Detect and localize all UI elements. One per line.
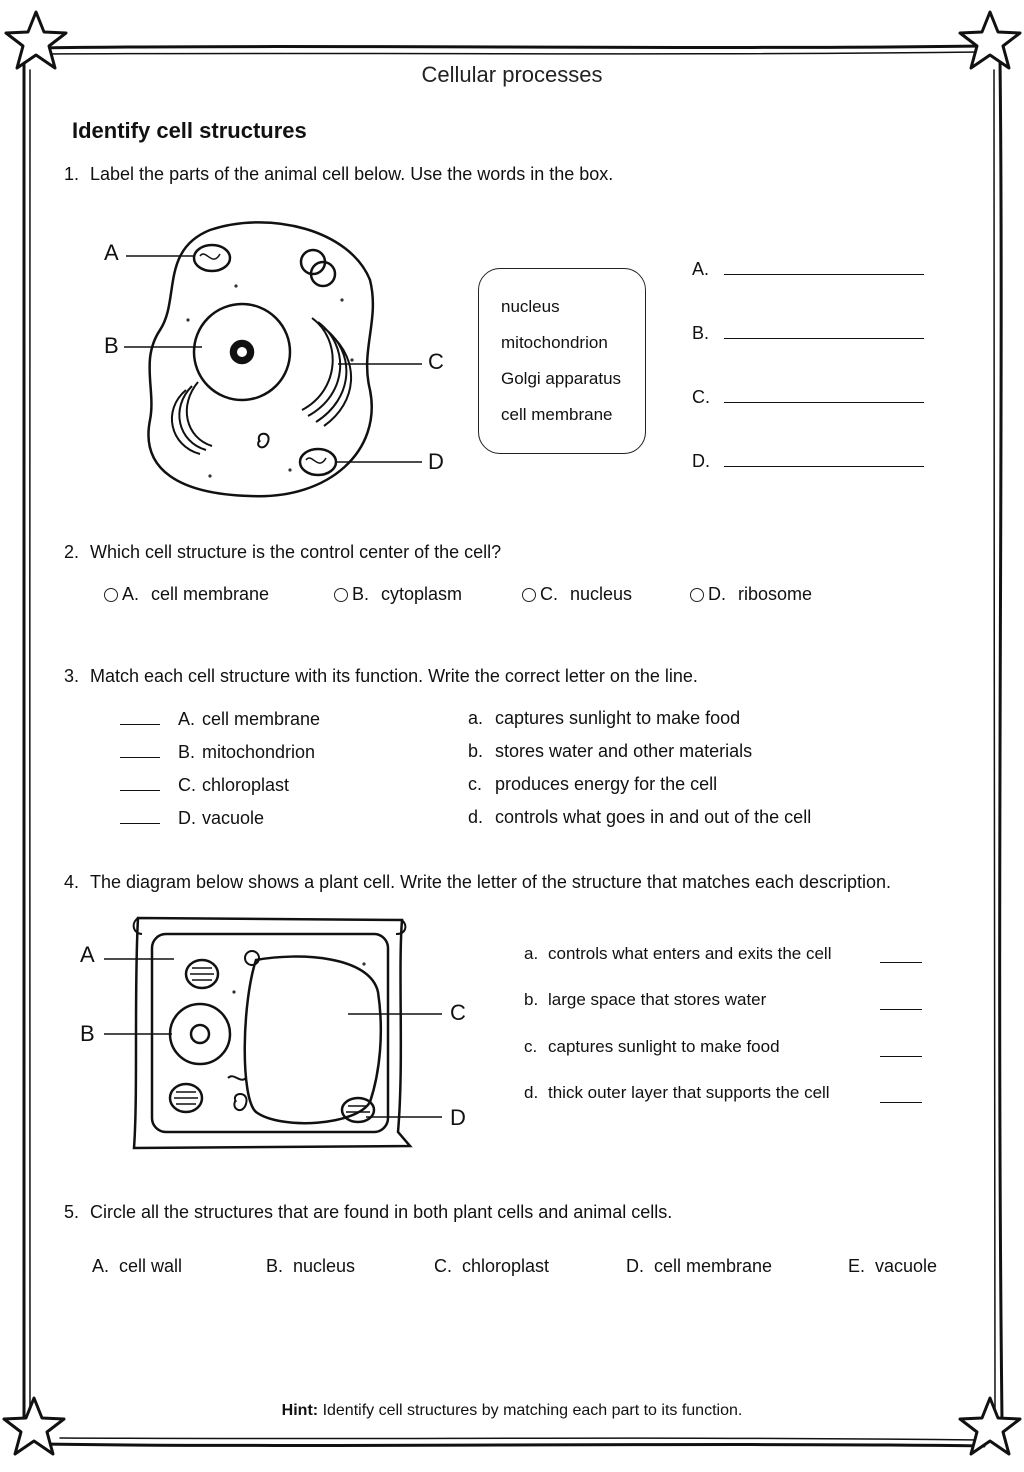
question-number: 5.: [64, 1202, 80, 1222]
question-number: 2.: [64, 542, 80, 562]
description-letter: d.: [524, 1083, 539, 1102]
description-row: [524, 944, 831, 964]
choice-letter: D.: [626, 1256, 644, 1276]
match-blank[interactable]: [120, 741, 160, 758]
choice-d[interactable]: [626, 1256, 772, 1277]
word-box-item: cell membrane: [501, 405, 613, 424]
structure-letter: D.: [178, 808, 196, 828]
radio-button[interactable]: [690, 588, 704, 602]
description-text: large space that stores water: [548, 990, 767, 1009]
mitochondrion: [194, 245, 230, 271]
chloroplast: [342, 1098, 374, 1122]
description-text: controls what enters and exits the cell: [548, 944, 832, 963]
choice-text: cell wall: [119, 1256, 183, 1276]
question-number: 1.: [64, 164, 80, 184]
word-box-item: Golgi apparatus: [501, 369, 622, 388]
star-icon: [6, 12, 66, 68]
question-5: [64, 1202, 672, 1223]
match-function-row: [468, 774, 717, 795]
option-text: ribosome: [738, 584, 813, 604]
option-d[interactable]: [690, 584, 812, 605]
match-function-row: [468, 708, 740, 729]
diagram-label-c: C: [428, 349, 444, 374]
plant-label-c: C: [450, 1000, 466, 1025]
radio-button[interactable]: [522, 588, 536, 602]
match-blank[interactable]: [120, 774, 160, 791]
choice-b[interactable]: [266, 1256, 355, 1277]
nucleus: [170, 1004, 230, 1064]
golgi-apparatus: [302, 318, 351, 426]
question-prompt: Which cell structure is the control center of the cell?: [90, 542, 502, 562]
description-row: [524, 990, 766, 1010]
description-row: [524, 1037, 780, 1057]
answer-blank[interactable]: [724, 448, 924, 467]
answer-line-a: [692, 256, 924, 280]
hint-label: Hint:: [281, 1402, 319, 1419]
answer-blank[interactable]: [724, 384, 924, 403]
choice-letter: E.: [848, 1256, 866, 1276]
question-prompt: Circle all the structures that are found in both plant cells and animal cells.: [90, 1202, 673, 1222]
description-blank[interactable]: [880, 946, 922, 963]
answer-line-b: [692, 320, 924, 344]
option-letter: D.: [708, 584, 726, 604]
choice-text: chloroplast: [462, 1256, 550, 1276]
answer-blank[interactable]: [724, 256, 924, 275]
question-prompt: Label the parts of the animal cell below. Use the words in the box.: [90, 164, 614, 184]
description-blank[interactable]: [880, 1040, 922, 1057]
choice-text: vacuole: [875, 1256, 938, 1276]
description-text: captures sunlight to make food: [548, 1037, 780, 1056]
option-text: nucleus: [570, 584, 633, 604]
choice-letter: B.: [266, 1256, 284, 1276]
worksheet-title: Cellular processes: [421, 62, 603, 87]
match-blank[interactable]: [120, 807, 160, 824]
hint-footer: [0, 1402, 1024, 1420]
match-structure-row: [120, 741, 315, 763]
cell-wall: [134, 918, 410, 1148]
function-letter: d.: [468, 807, 484, 827]
golgi-apparatus: [172, 382, 212, 454]
function-text: controls what goes in and out of the cell: [495, 807, 812, 827]
function-text: captures sunlight to make food: [495, 708, 741, 728]
option-letter: B.: [352, 584, 370, 604]
plant-label-d: D: [450, 1105, 466, 1130]
structure-text: mitochondrion: [202, 742, 316, 762]
structure-letter: C.: [178, 775, 196, 795]
section-heading: Identify cell structures: [72, 118, 307, 143]
choice-text: cell membrane: [654, 1256, 773, 1276]
answer-letter: D.: [692, 451, 710, 471]
question-3: [64, 666, 698, 687]
structure-letter: B.: [178, 742, 196, 762]
option-a[interactable]: [104, 584, 269, 605]
plant-label-a: A: [80, 942, 95, 967]
option-letter: C.: [540, 584, 558, 604]
match-structure-row: [120, 807, 264, 829]
radio-button[interactable]: [104, 588, 118, 602]
description-letter: b.: [524, 990, 539, 1009]
function-text: stores water and other materials: [495, 741, 753, 761]
word-box-item: mitochondrion: [501, 333, 608, 352]
option-text: cytoplasm: [381, 584, 463, 604]
choice-text: nucleus: [293, 1256, 356, 1276]
question-number: 3.: [64, 666, 80, 686]
option-letter: A.: [122, 584, 140, 604]
function-letter: c.: [468, 774, 483, 794]
function-letter: a.: [468, 708, 484, 728]
choice-letter: A.: [92, 1256, 110, 1276]
answer-line-c: [692, 384, 924, 408]
star-icon: [960, 12, 1020, 68]
plant-cell-diagram: [80, 912, 480, 1162]
question-number: 4.: [64, 872, 80, 892]
answer-line-d: [692, 448, 924, 472]
function-letter: b.: [468, 741, 484, 761]
radio-button[interactable]: [334, 588, 348, 602]
cell-membrane: [152, 934, 388, 1132]
diagram-label-b: B: [104, 333, 119, 358]
question-1: [64, 164, 613, 185]
option-c[interactable]: [522, 584, 632, 605]
description-letter: c.: [524, 1037, 538, 1056]
question-prompt: The diagram below shows a plant cell. Write the letter of the structure that matches each description.: [90, 872, 892, 892]
choice-a[interactable]: [92, 1256, 182, 1277]
description-blank[interactable]: [880, 993, 922, 1010]
structure-text: vacuole: [202, 808, 265, 828]
mitochondrion: [300, 449, 336, 475]
answer-letter: A.: [692, 259, 710, 279]
match-structure-row: [120, 774, 289, 796]
diagram-label-a: A: [104, 240, 119, 265]
option-text: cell membrane: [151, 584, 270, 604]
description-row: [524, 1083, 830, 1103]
choice-letter: C.: [434, 1256, 452, 1276]
description-blank[interactable]: [880, 1086, 922, 1103]
match-function-row: [468, 807, 811, 828]
match-structure-row: [120, 708, 320, 730]
word-box: [478, 268, 646, 454]
structure-text: cell membrane: [202, 709, 321, 729]
option-b[interactable]: [334, 584, 462, 605]
word-box-item: nucleus: [501, 297, 560, 316]
centriole: [258, 434, 268, 448]
diagram-label-d: D: [428, 449, 444, 474]
function-text: produces energy for the cell: [495, 774, 718, 794]
question-prompt: Match each cell structure with its function. Write the correct letter on the line.: [90, 666, 698, 686]
choice-e[interactable]: [848, 1256, 937, 1277]
answer-letter: C.: [692, 387, 710, 407]
question-2: [64, 542, 501, 563]
description-letter: a.: [524, 944, 539, 963]
answer-blank[interactable]: [724, 320, 924, 339]
structure-text: chloroplast: [202, 775, 290, 795]
structure-letter: A.: [178, 709, 196, 729]
hint-text: Identify cell structures by matching each part to its function.: [322, 1402, 743, 1419]
chloroplast: [170, 1084, 202, 1112]
match-function-row: [468, 741, 752, 762]
description-text: thick outer layer that supports the cell: [548, 1083, 830, 1102]
plant-label-b: B: [80, 1021, 95, 1046]
question-4: [64, 872, 891, 893]
answer-letter: B.: [692, 323, 710, 343]
animal-cell-diagram: [90, 210, 450, 510]
choice-c[interactable]: [434, 1256, 549, 1277]
match-blank[interactable]: [120, 708, 160, 725]
chloroplast: [186, 960, 218, 988]
